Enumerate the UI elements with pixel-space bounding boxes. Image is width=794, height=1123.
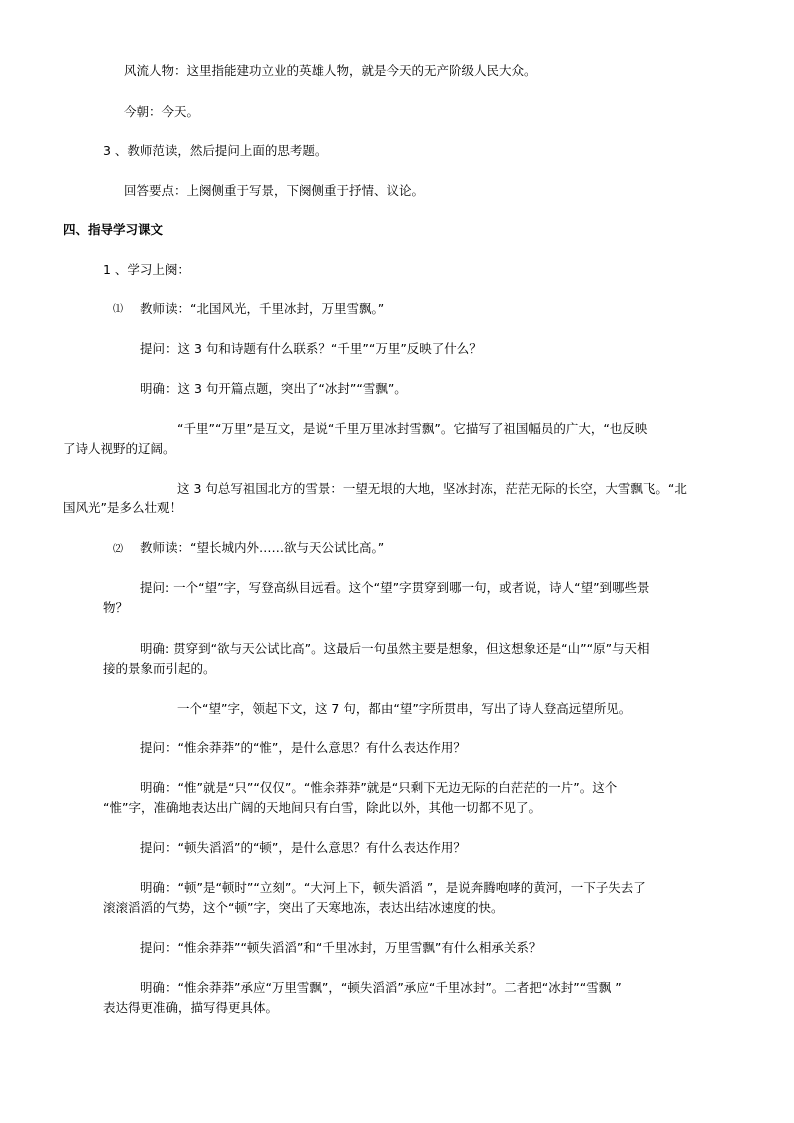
question-dun: 提问：“顿失滔滔”的“顿”，是什么意思？有什么表达作用？ <box>140 840 466 855</box>
paragraph-huwen-line2: 了诗人视野的辽阔。 <box>63 441 176 456</box>
clarification-dun-line1: 明确：“顿”是“顿时”“立刻”。“大河上下，顿失滔滔 ”，是说奔腾咆哮的黄河，一下子失去了 <box>140 880 646 895</box>
question-wang-line1: 提问: 一个“望”字，写登高纵目远看。这个“望”字贯穿到哪一句，或者说，诗人“望”到哪些景 <box>140 580 650 595</box>
question-wei: 提问：“惟余莽莽”的“惟”，是什么意思？有什么表达作用？ <box>140 740 466 755</box>
enum-marker-1: ⑴ <box>113 304 123 315</box>
clarification-wei-line2: “惟”字，准确地表达出广阔的天地间只有白雪，除此以外，其他一切都不见了。 <box>103 800 541 815</box>
enum-marker-2: ⑵ <box>113 544 123 555</box>
paragraph-snow-scene-line1: 这 3 句总写祖国北方的雪景：一望无垠的大地，坚冰封冻，茫茫无际的长空，大雪飘飞。“北 <box>177 481 687 496</box>
clarification-1: 明确：这 3 句开篇点题，突出了“冰封”“雪飘”。 <box>140 381 407 396</box>
clarification-wei-line1: 明确：“惟”就是“只”“仅仅”。“惟余莽莽”就是“只剩下无边无际的白茫茫的一片”。这个 <box>140 780 618 795</box>
paragraph-jinzhao: 今朝：今天。 <box>124 104 200 119</box>
clarification-dun-line2: 滚滚滔滔的气势，这个“顿”字，突出了天寒地冻，表达出结冰速度的快。 <box>103 900 504 915</box>
paragraph-snow-scene-line2: 国风光”是多么壮观！ <box>63 500 182 515</box>
section-heading-four: 四、指导学习课文 <box>63 222 164 237</box>
question-1: 提问：这 3 句和诗题有什么联系？“千里”“万里”反映了什么？ <box>140 341 482 356</box>
clarification-wang-line2: 接的景象而引起的。 <box>103 661 216 676</box>
question-wang-line2: 物？ <box>103 600 129 615</box>
clarification-wang-line1: 明确: 贯穿到“欲与天公试比高”。这最后一句虽然主要是想象，但这想象还是“山”“原”与天相 <box>140 641 650 656</box>
step-3-teacher-reading: 3 、教师范读，然后提问上面的思考题。 <box>103 143 328 158</box>
teacher-reading-1: 教师读：“北国风光，千里冰封，万里雪飘。” <box>140 301 385 316</box>
question-relationship: 提问：“惟余莽莽”“顿失滔滔”和“千里冰封，万里雪飘”有什么相承关系？ <box>140 940 542 955</box>
answer-points: 回答要点：上阕侧重于写景，下阕侧重于抒情、议论。 <box>124 183 425 198</box>
paragraph-wang-lead: 一个“望”字，领起下文，这 7 句，都由“望”字所贯串，写出了诗人登高远望所见。 <box>177 701 632 716</box>
step-1-learn-upper: 1 、学习上阕： <box>103 262 190 277</box>
paragraph-huwen-line1: “千里”“万里”是互文，是说“千里万里冰封雪飘”。它描写了祖国幅员的广大，“也反映 <box>177 421 648 436</box>
paragraph-fengliu-renwu: 风流人物：这里指能建功立业的英雄人物，就是今天的无产阶级人民大众。 <box>124 63 537 78</box>
clarification-relationship-line2: 表达得更准确，描写得更具体。 <box>103 1000 279 1015</box>
teacher-reading-2: 教师读：“望长城内外……欲与天公试比高。” <box>140 540 385 555</box>
clarification-relationship-line1: 明确：“惟余莽莽”承应“万里雪飘”，“顿失滔滔”承应“千里冰封”。二者把“冰封”“雪飘 ” <box>140 980 622 995</box>
